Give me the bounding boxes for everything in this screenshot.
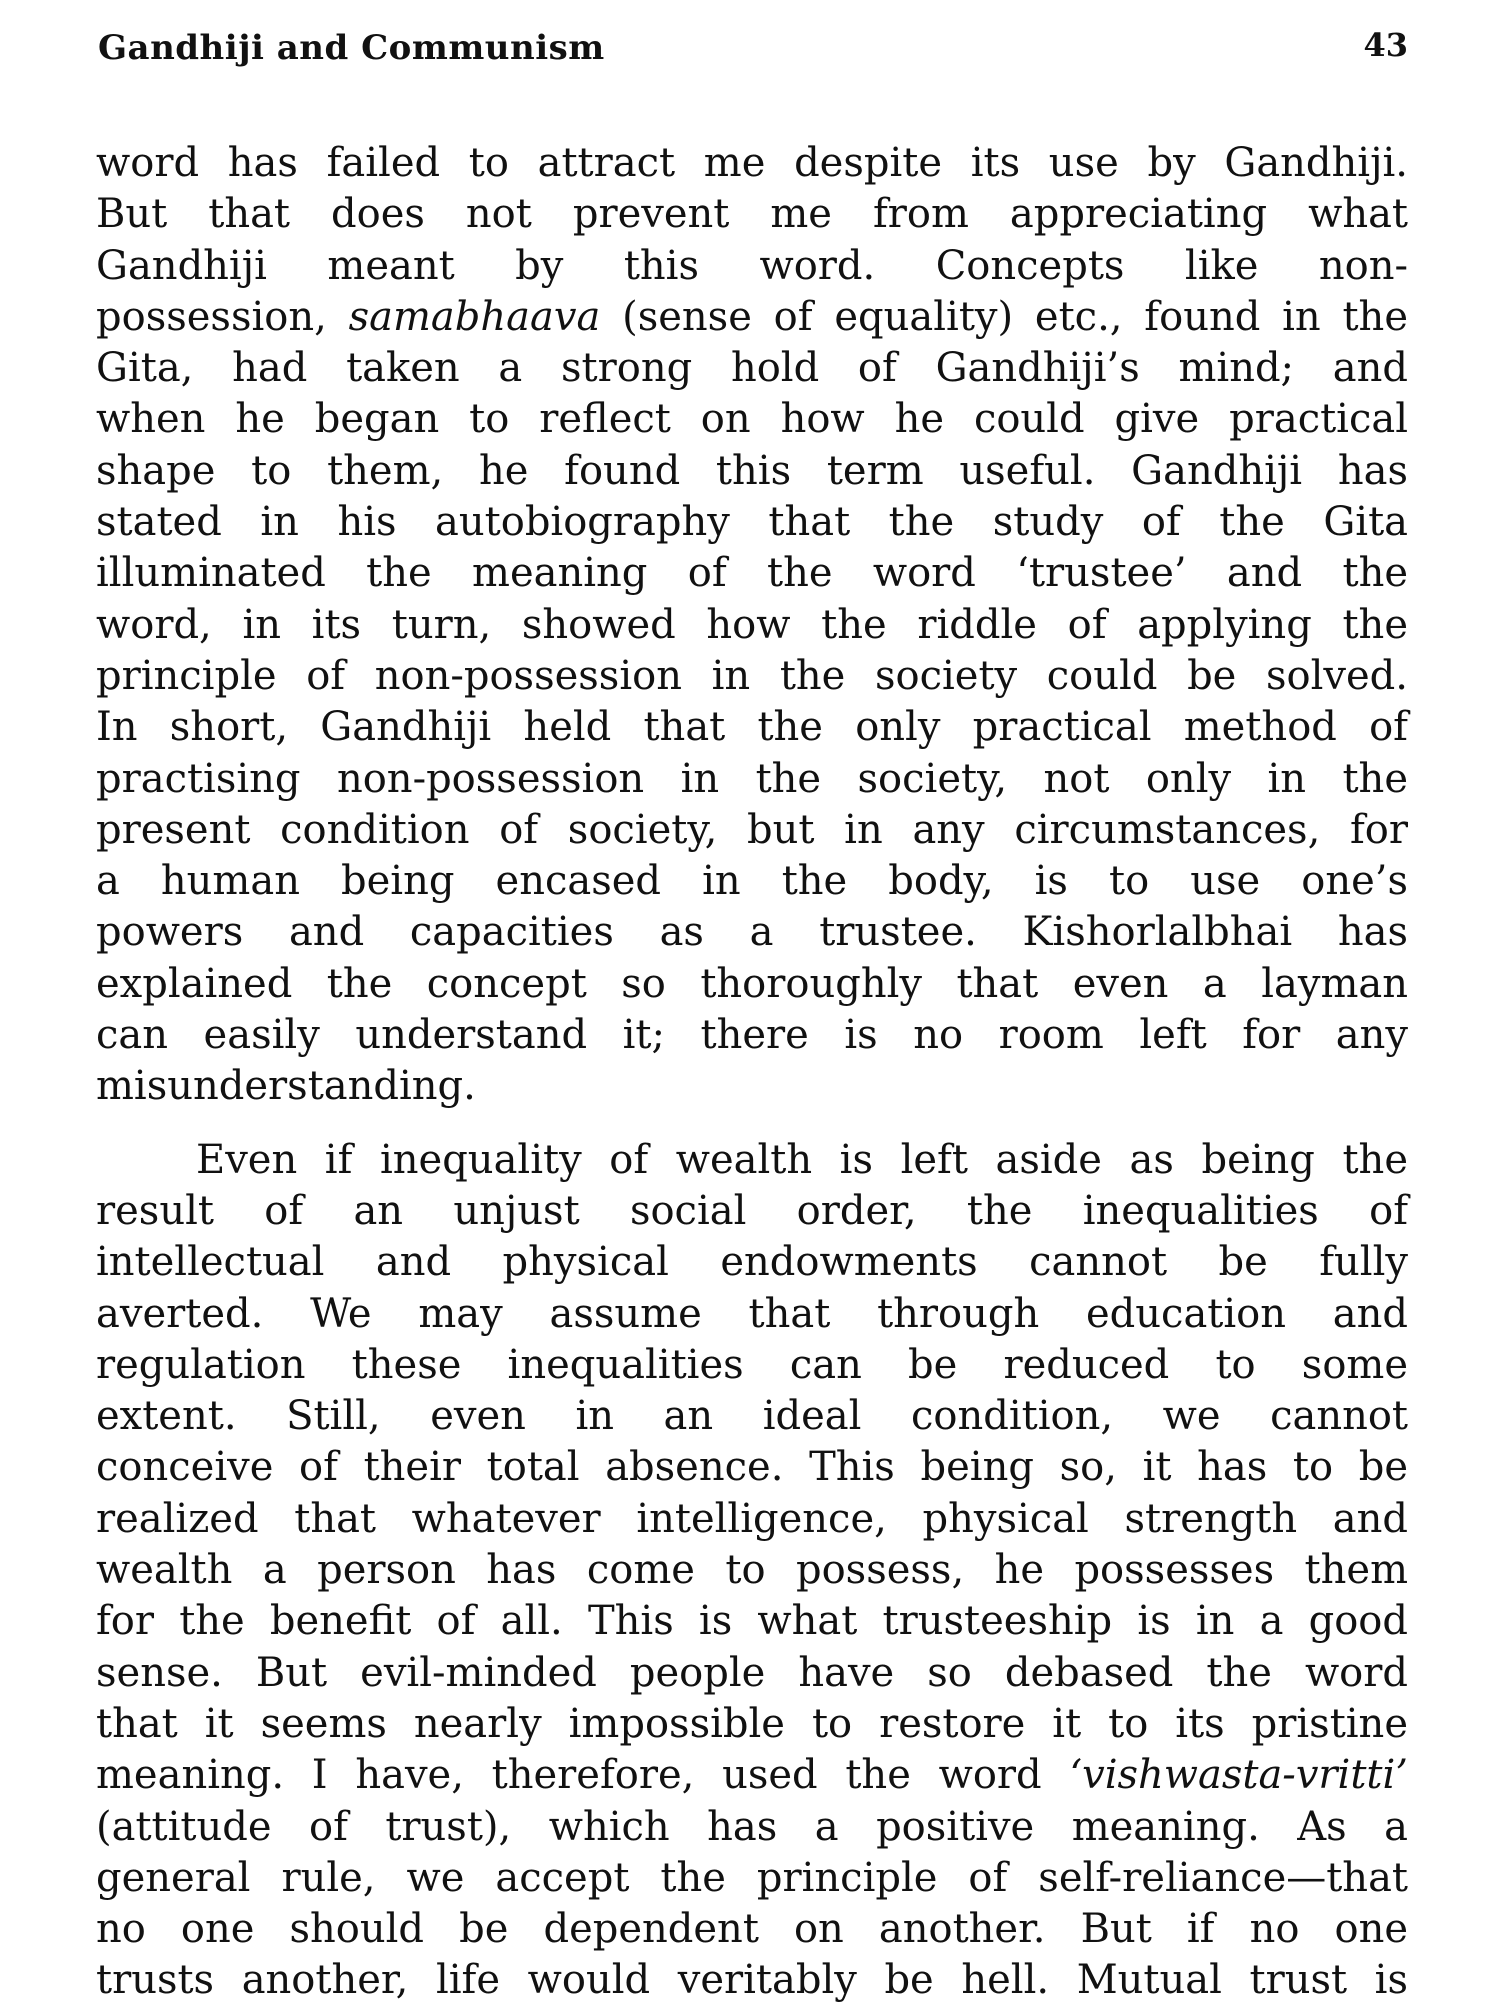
text-line: general rule, we accept the principle of self-reliance—that [96,1854,1408,1901]
text-line: Gita, had taken a strong hold of Gandhiji’s mind; and [96,345,1408,392]
text-line: practising non-possession in the society, not only in the [96,755,1408,802]
italic-term: ‘vishwasta-vritti’ [1069,1752,1408,1799]
text-line: present condition of society, but in any circumstances, for [96,806,1408,853]
text-line: extent. Still, even in an ideal condition, we cannot [96,1393,1408,1440]
text-line: for the benefit of all. This is what trusteeship is in a good [96,1598,1408,1645]
text-line: principle of non-possession in the society could be solved. [96,652,1408,699]
running-title: Gandhiji and Communism [98,28,605,68]
text-line: averted. We may assume that through education and [96,1290,1408,1337]
text-line: no one should be dependent on another. But if no one [96,1906,1408,1953]
text-line: a human being encased in the body, is to use one’s [96,858,1408,905]
text-line: word, in its turn, showed how the riddle of applying the [96,601,1408,648]
text-line: But that does not prevent me from appreciating what [96,191,1408,238]
text-line: trusts another, life would veritably be hell. Mutual trust is [96,1957,1408,2004]
paragraph-1 [96,138,1408,1113]
text-line: stated in his autobiography that the study of the Gita [96,499,1408,546]
text-line: conceive of their total absence. This being so, it has to be [96,1444,1408,1491]
text-line: shape to them, he found this term useful. Gandhiji has [96,447,1408,494]
text-line: Even if inequality of wealth is left aside as being the [196,1136,1408,1183]
text-line: when he began to reflect on how he could give practical [96,396,1408,443]
italic-term: samabhaava [348,293,601,340]
text-line: meaning. I have, therefore, used the word ‘vishwasta-vritti’ [96,1752,1408,1799]
text-line: Gandhiji meant by this word. Concepts like non- [96,242,1408,289]
text-line: realized that whatever intelligence, physical strength and [96,1495,1408,1542]
text-line: explained the concept so thoroughly that even a layman [96,960,1408,1007]
text-line: can easily understand it; there is no room left for any [96,1012,1408,1059]
body-text [96,138,1408,2007]
text-line: In short, Gandhiji held that the only practical method of [96,704,1408,751]
text-line: misunderstanding. [96,1063,476,1110]
text-line: sense. But evil-minded people have so debased the word [96,1649,1408,1696]
text-line: possession, samabhaava (sense of equality) etc., found in the [96,293,1408,340]
text-line: (attitude of trust), which has a positive meaning. As a [96,1803,1408,1850]
running-head [98,24,1408,74]
text-line: intellectual and physical endowments cannot be fully [96,1239,1408,1286]
page-number: 43 [1363,26,1408,64]
text-line: illuminated the meaning of the word ‘trustee’ and the [96,550,1408,597]
text-line: wealth a person has come to possess, he possesses them [96,1547,1408,1594]
text-line: regulation these inequalities can be reduced to some [96,1341,1408,1388]
text-line: word has failed to attract me despite its use by Gandhiji. [96,140,1408,186]
text-line: result of an unjust social order, the inequalities of [96,1187,1408,1234]
text-line: powers and capacities as a trustee. Kishorlalbhai has [96,909,1408,956]
text-line: that it seems nearly impossible to restore it to its pristine [96,1700,1408,1747]
paragraph-2 [96,1135,1408,2007]
